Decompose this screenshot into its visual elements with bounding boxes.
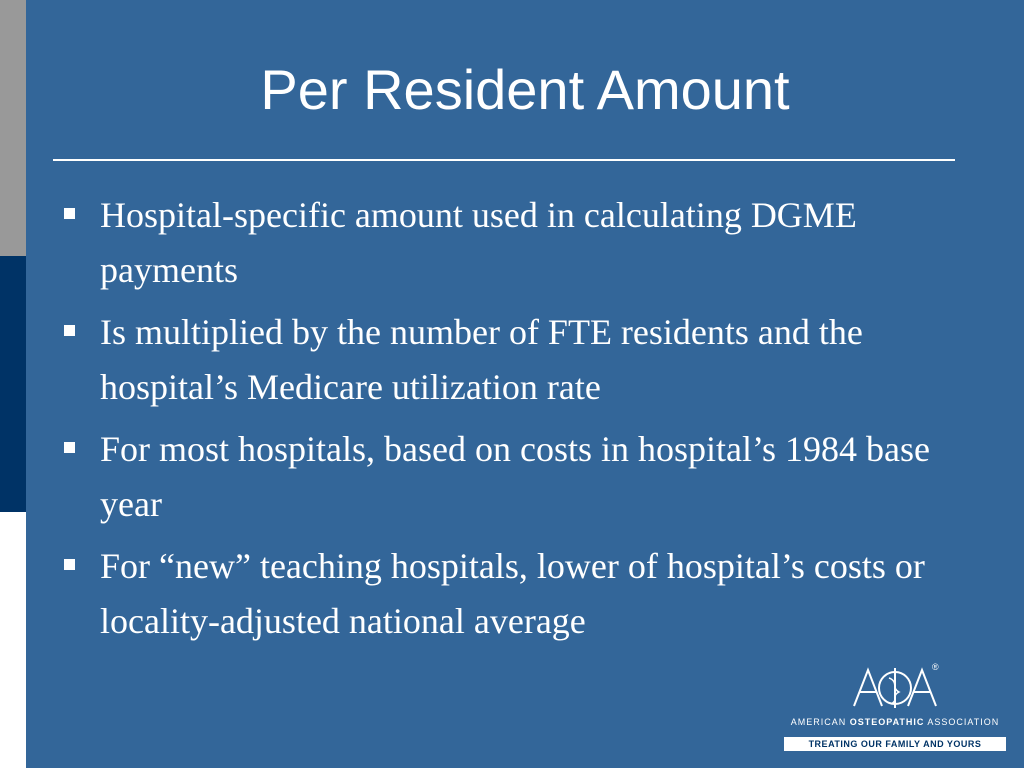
registered-mark: ® bbox=[932, 662, 939, 672]
square-bullet-icon bbox=[64, 442, 75, 453]
bullet-text: Hospital-specific amount used in calculating DGME payments bbox=[100, 195, 857, 290]
association-name-part2: OSTEOPATHIC bbox=[849, 717, 925, 727]
square-bullet-icon bbox=[64, 559, 75, 570]
square-bullet-icon bbox=[64, 325, 75, 336]
association-name-part1: AMERICAN bbox=[790, 717, 850, 727]
bullet-text: For “new” teaching hospitals, lower of hospital’s costs or locality-adjusted national average bbox=[100, 546, 925, 641]
aoa-monogram-icon bbox=[850, 660, 940, 714]
association-name-part3: ASSOCIATION bbox=[924, 717, 1000, 727]
bullet-item bbox=[60, 188, 980, 298]
bullet-list bbox=[60, 188, 980, 656]
left-accent-strip-white bbox=[0, 512, 26, 768]
bullet-item bbox=[60, 539, 980, 649]
association-name bbox=[784, 717, 1006, 727]
bullet-item bbox=[60, 305, 980, 415]
aoa-logo bbox=[784, 660, 1006, 752]
title-divider bbox=[53, 159, 955, 161]
bullet-text: For most hospitals, based on costs in hospital’s 1984 base year bbox=[100, 429, 930, 524]
bullet-item bbox=[60, 422, 980, 532]
slide-title: Per Resident Amount bbox=[260, 58, 790, 121]
left-accent-strip-gray bbox=[0, 0, 26, 256]
logo-tagline: TREATING OUR FAMILY AND YOURS bbox=[784, 737, 1006, 751]
bullet-text: Is multiplied by the number of FTE residents and the hospital’s Medicare utilization rate bbox=[100, 312, 863, 407]
square-bullet-icon bbox=[64, 208, 75, 219]
left-accent-strip-navy bbox=[0, 256, 26, 512]
